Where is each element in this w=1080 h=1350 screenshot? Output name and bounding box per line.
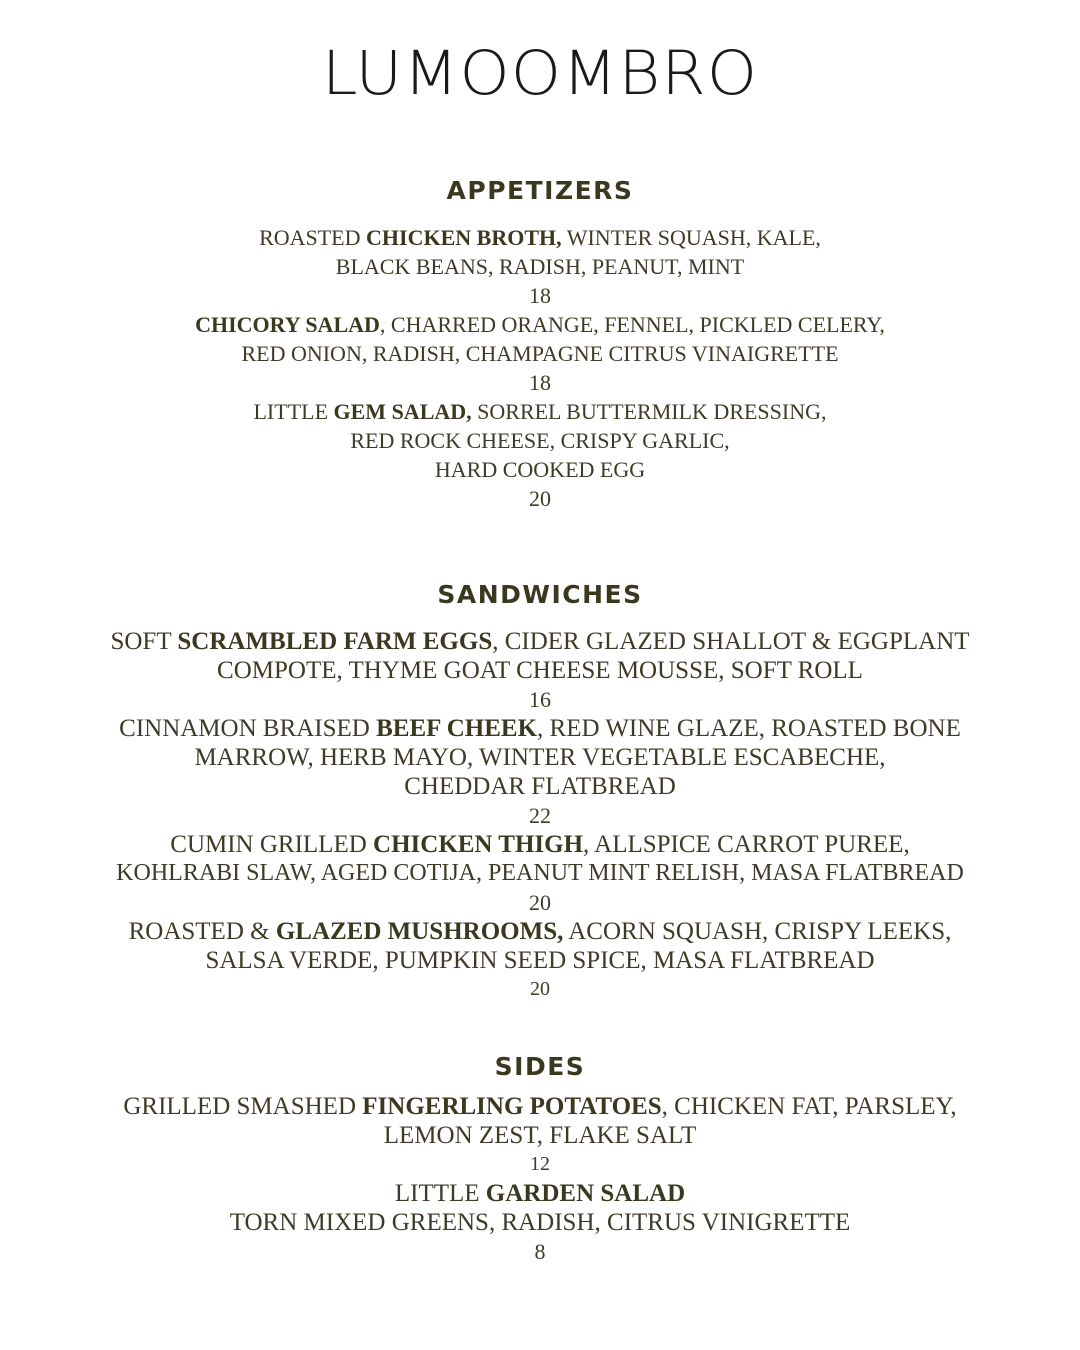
sides-list xyxy=(0,1092,1080,1266)
menu-item-gem-salad xyxy=(0,397,1080,513)
menu-item-chicken-thigh xyxy=(0,830,1080,917)
menu-item-line: LEMON ZEST, FLAKE SALT xyxy=(383,1122,697,1149)
menu-item-line: ROASTED & GLAZED MUSHROOMS, ACORN SQUASH, CRISPY LEEKS, xyxy=(128,918,952,945)
menu-item-line: HARD COOKED EGG xyxy=(434,457,646,482)
dish-name: GARDEN SALAD xyxy=(485,1180,686,1207)
menu-item-glazed-mushrooms xyxy=(0,917,1080,1004)
menu-item-beef-cheek xyxy=(0,714,1080,830)
menu-item-line: LITTLE GEM SALAD, SORREL BUTTERMILK DRESSING, xyxy=(253,399,827,424)
menu-item-line: CHEDDAR FLATBREAD xyxy=(404,773,676,800)
menu-item-price: 12 xyxy=(530,1153,550,1175)
dish-name: BEEF CHEEK xyxy=(376,715,538,742)
menu-item-line: CHICORY SALAD, CHARRED ORANGE, FENNEL, PICKLED CELERY, xyxy=(195,312,885,337)
menu-item-garden-salad xyxy=(0,1179,1080,1266)
dish-name: FINGERLING POTATOES xyxy=(362,1093,662,1120)
menu-item-chicken-broth xyxy=(0,223,1080,310)
menu-item-price: 8 xyxy=(534,1239,546,1264)
menu-item-price: 20 xyxy=(530,978,550,1000)
section-title-sides: SIDES xyxy=(494,1052,586,1081)
menu-item-price: 18 xyxy=(529,283,551,308)
dish-name: GEM SALAD, xyxy=(333,399,472,424)
menu-item-line: SALSA VERDE, PUMPKIN SEED SPICE, MASA FLATBREAD xyxy=(205,947,875,974)
menu-item-line: MARROW, HERB MAYO, WINTER VEGETABLE ESCABECHE, xyxy=(194,744,886,771)
appetizers-list xyxy=(0,223,1080,513)
menu-item-fingerling-potatoes xyxy=(0,1092,1080,1179)
menu-item-line: ROASTED CHICKEN BROTH, WINTER SQUASH, KALE, xyxy=(259,225,821,250)
section-title-appetizers: APPETIZERS xyxy=(446,176,634,205)
menu-item-line: TORN MIXED GREENS, RADISH, CITRUS VINIGRETTE xyxy=(229,1209,851,1236)
menu-item-scrambled-eggs xyxy=(0,627,1080,714)
dish-name: SCRAMBLED FARM EGGS xyxy=(177,628,493,655)
menu-item-price: 22 xyxy=(529,803,551,828)
dish-name: GLAZED MUSHROOMS, xyxy=(275,918,564,945)
menu-item-line: LITTLE GARDEN SALAD xyxy=(394,1180,686,1207)
menu-item-price: 18 xyxy=(529,370,551,395)
sandwiches-list xyxy=(0,627,1080,1004)
menu-item-price: 20 xyxy=(529,486,551,511)
dish-name: CHICKEN BROTH, xyxy=(366,225,562,250)
menu-item-line: CUMIN GRILLED CHICKEN THIGH, ALLSPICE CARROT PUREE, xyxy=(170,831,910,858)
menu-item-price: 20 xyxy=(529,890,551,915)
menu-item-price: 16 xyxy=(529,687,551,712)
menu-item-line: RED ROCK CHEESE, CRISPY GARLIC, xyxy=(350,428,730,453)
menu-item-line: SOFT SCRAMBLED FARM EGGS, CIDER GLAZED SHALLOT & EGGPLANT xyxy=(110,628,970,655)
menu-item-line: BLACK BEANS, RADISH, PEANUT, MINT xyxy=(335,254,745,279)
brand-logo: LUMOOMBRO xyxy=(321,38,759,110)
menu-item-line: RED ONION, RADISH, CHAMPAGNE CITRUS VINAIGRETTE xyxy=(241,341,839,366)
menu-item-chicory-salad xyxy=(0,310,1080,397)
menu-item-line: KOHLRABI SLAW, AGED COTIJA, PEANUT MINT RELISH, MASA FLATBREAD xyxy=(116,860,964,886)
dish-name: CHICKEN THIGH xyxy=(373,831,584,858)
dish-name: CHICORY SALAD xyxy=(195,312,380,337)
section-title-sandwiches: SANDWICHES xyxy=(437,580,643,609)
menu-item-line: GRILLED SMASHED FINGERLING POTATOES, CHICKEN FAT, PARSLEY, xyxy=(123,1093,957,1120)
menu-item-line: COMPOTE, THYME GOAT CHEESE MOUSSE, SOFT ROLL xyxy=(217,657,863,684)
menu-item-line: CINNAMON BRAISED BEEF CHEEK, RED WINE GLAZE, ROASTED BONE xyxy=(119,715,961,742)
